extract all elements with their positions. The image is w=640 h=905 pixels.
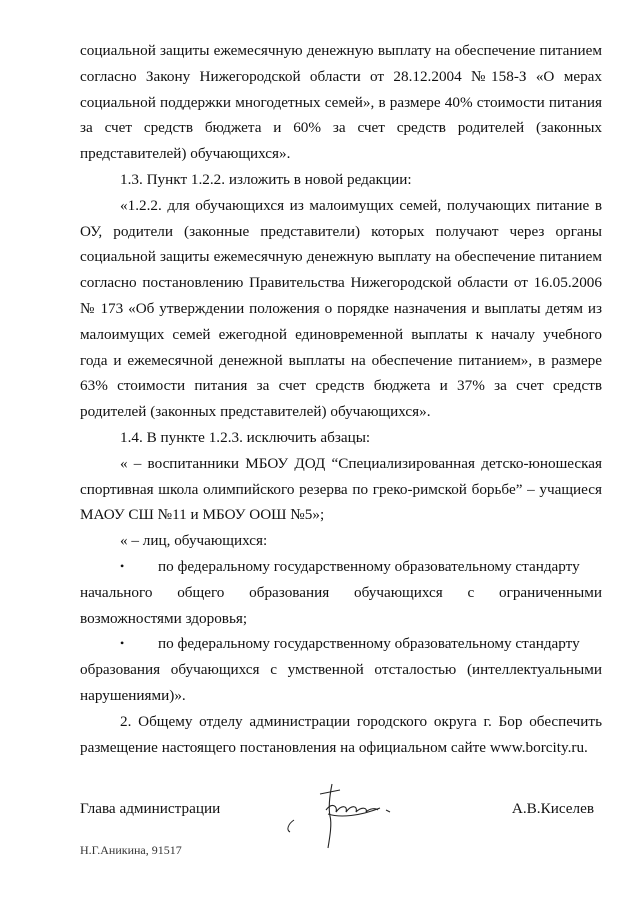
bullet-icon: • (120, 636, 125, 651)
bullet-item-intellectual-disabilities (80, 631, 602, 708)
paragraph-item-1-4: 1.4. В пункте 1.2.3. исключить абзацы: (120, 428, 371, 446)
signatory-title: Глава администрации (80, 800, 221, 817)
paragraph-item-2-publication: 2. Общему отделу администрации городского округа г. Бор обеспечить размещение настоящего постановления на официальном сайте www.borcity.ru. (80, 712, 602, 756)
paragraph-new-wording-1-2-2: «1.2.2. для обучающихся из малоимущих семей, получающих питание в ОУ, родители (законные представители) которых получают через органы социальной защиты ежемесячную денежную выплату на обеспечение питанием согласно постановлению Правительства Нижегородской области от 16.05.2006 № 173 «Об утверждении положения о порядке назначения и выплаты детям из малоимущих семей ежегодной единовременной выплаты к началу учебного года и ежемесячной денежной выплаты на обеспечение питанием», в размере 63% стоимости питания за счет средств бюджета и 37% за счет средств родителей (законных представителей) обучающихся». (80, 196, 602, 421)
signature-block (80, 800, 602, 830)
paragraph-persons-studying: « – лиц, обучающихся: (120, 532, 268, 550)
handwritten-signature (280, 780, 400, 850)
paragraph-item-1-3: 1.3. Пункт 1.2.2. изложить в новой редакции: (120, 170, 412, 188)
bullet-item-rest: образования обучающихся с умственной отсталостью (интеллектуальными нарушениями)». (80, 661, 602, 704)
document-body (80, 38, 602, 760)
bullet-item-first-line: по федеральному государственному образовательному стандарту (158, 557, 580, 575)
signatory-name: А.В.Киселев (511, 800, 594, 817)
bullet-icon: • (120, 558, 125, 573)
paragraph-excluded-pupils: « – воспитанники МБОУ ДОД “Специализированная детско-юношеская спортивная школа олимпийского резерва по греко-римской борьбе” – учащиеся МАОУ СШ №11 и МБОУ ООШ №5»; (80, 454, 602, 524)
paragraph-continuation: социальной защиты ежемесячную денежную выплату на обеспечение питанием согласно Закону Нижегородской области от 28.12.2004 №158-З «О мерах социальной поддержки многодетных семей», в размере 40% стоимости питания за счет средств бюджета и 60% за счет средств родителей (законных представителей) обучающихся». (80, 42, 602, 163)
bullet-item-rest: начального общего образования обучающихся с ограниченными возможностями здоровья; (80, 583, 602, 627)
executor-note: Н.Г.Аникина, 91517 (80, 843, 182, 857)
bullet-item-first-line: по федеральному государственному образовательному стандарту (158, 635, 580, 653)
bullet-item-limited-health (80, 554, 602, 631)
